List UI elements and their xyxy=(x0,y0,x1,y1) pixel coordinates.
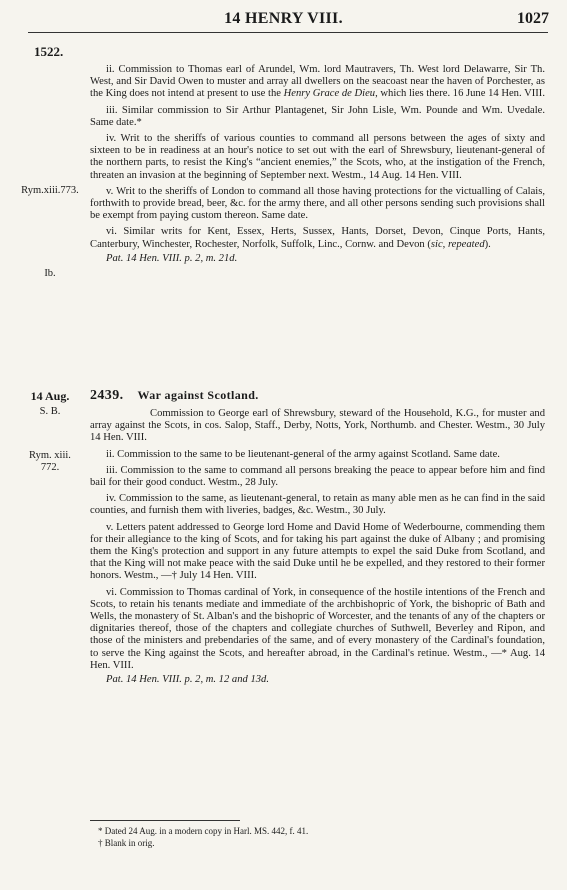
section-paragraph-ii: ii. Commission to the same to be lieutenant-general of the army against Scotland. Same date. xyxy=(106,448,500,460)
section-title: War against Scotland. xyxy=(137,388,259,402)
footnote-2: † Blank in orig. xyxy=(98,838,155,848)
footnote-1: * Dated 24 Aug. in a modern copy in Harl. MS. 442, f. 41. xyxy=(98,826,309,836)
ship-name: Henry Grace de Dieu xyxy=(283,88,376,100)
patent-reference-1: Pat. 14 Hen. VIII. p. 2, m. 21d. xyxy=(106,252,238,264)
margin-note-rym-772a: Rym. xiii. xyxy=(29,450,71,461)
paragraph-vi-end: ). xyxy=(484,238,491,250)
entry-block-1 xyxy=(90,64,545,265)
paragraph-vi-text: vi. Similar writs for Kent, Essex, Herts, Sussex, Hants, Dorset, Devon, Cinque Ports, Hants, Canterbury, Winchester, Rochester, Norfolk, Suffolk, Linc., Cornw. and Devon ( xyxy=(90,226,545,250)
paragraph-vi-sic: sic, repeated xyxy=(430,238,485,250)
paragraph-ii-end: , which lies there. 16 June 14 Hen. VIII. xyxy=(375,88,545,100)
margin-note-rym-772b: 772. xyxy=(40,462,60,473)
paragraph-v: v. Writ to the sheriffs of London to command all those having protections for the victualling of Calais, forthwith to provide bread, beer, &c. for the army there, and all other persons sending such provisions shall be exempt from paying custom thereon. Same date. xyxy=(90,185,545,222)
page-header xyxy=(0,8,567,30)
margin-note-rym-773: Rym.xiii.773. xyxy=(21,185,79,196)
section-paragraph-1: Commission to George earl of Shrewsbury, steward of the Household, K.G., for muster and array against the Scots, in cos. Salop, Staff., Derby, Notts, York, Northumb. and Chester. Westm., 30 July 14 Hen. VIII. xyxy=(90,408,545,444)
margin-note-sb: S. B. xyxy=(39,406,61,417)
margin-note-ib: Ib. xyxy=(44,268,56,279)
section-paragraph-vi: vi. Commission to Thomas cardinal of York, in consequence of the hostile intentions of the French and Scots, to retain his tenants mediate and immediate of the archbishopric of York, the bishopric of Bath and Wells, the monastery of St. Alban's and the bishopric of Worcester, and the tenants of any of the chapters or dignitaries thereof, those of the chapters and collegiate churches of Suthwell, Beverley and Ripon, and those of the ministers and prebendaries of the same, and of every monastery of the Cardinal's foundation, to serve the King against the Scots, and hereafter abroad, in the Cardinal's retinue. Westm., —* Aug. 14 Hen. VIII. xyxy=(90,586,545,671)
year-heading: 1522. xyxy=(34,44,64,59)
page-number: 1027 xyxy=(517,10,549,27)
margin-note-date: 14 Aug. xyxy=(30,389,70,403)
paragraph-iv: iv. Writ to the sheriffs of various counties to command all persons between the ages of sixty and sixteen to be in readiness at an hour's notice to set out with the earl of Shrewsbury, lieutenant-general of the northern parts, to resist the King's “ancient enemies,” the Scots, who, at the instigation of the French, threaten an invasion at the beginning of September next. Westm., 14 Aug. 14 Hen. VIII. xyxy=(90,133,545,181)
running-title: 14 HENRY VIII. xyxy=(224,10,343,27)
section-heading xyxy=(90,388,259,404)
header-rule xyxy=(28,32,548,33)
patent-reference-2: Pat. 14 Hen. VIII. p. 2, m. 12 and 13d. xyxy=(106,674,270,686)
section-paragraph-iii: iii. Commission to the same to command all persons breaking the peace to appear before him and find bail for their good conduct. Westm., 28 July. xyxy=(90,464,545,489)
paragraph-iii: iii. Similar commission to Sir Arthur Plantagenet, Sir John Lisle, Wm. Pounde and Wm. Uvedale. Same date.* xyxy=(90,104,545,128)
entry-block-2 xyxy=(90,408,545,686)
section-paragraph-iv: iv. Commission to the same, as lieutenant-general, to retain as many able men as he can find in the said counties, and furnish them with liveries, badges, &c. Westm., 30 July. xyxy=(90,493,545,517)
paragraph-ii-text: ii. Commission to Thomas earl of Arundel, Wm. lord Mautravers, Th. West lord Delawarre, Sir Th. West, and Sir David Owen to muster and array all dwellers on the seacoast near the haven of Porchester, as the King does not intend at present to use the xyxy=(90,64,545,100)
paragraph-vi xyxy=(90,226,545,250)
paragraph-ii xyxy=(90,64,545,101)
footnote-rule xyxy=(90,820,240,821)
section-number: 2439. xyxy=(90,388,124,403)
section-paragraph-v: v. Letters patent addressed to George lord Home and David Home of Wederbourne, commending them for their allegiance to the king of Scots, and for taking his part against the duke of Albany ; and promising them the King's protection and support in any future attempts to expel the said Duke from Scotland, and that the King will not make peace with the said Duke until he be expelled, and they restored to their former honors. Westm., —† July 14 Hen. VIII. xyxy=(90,521,545,582)
